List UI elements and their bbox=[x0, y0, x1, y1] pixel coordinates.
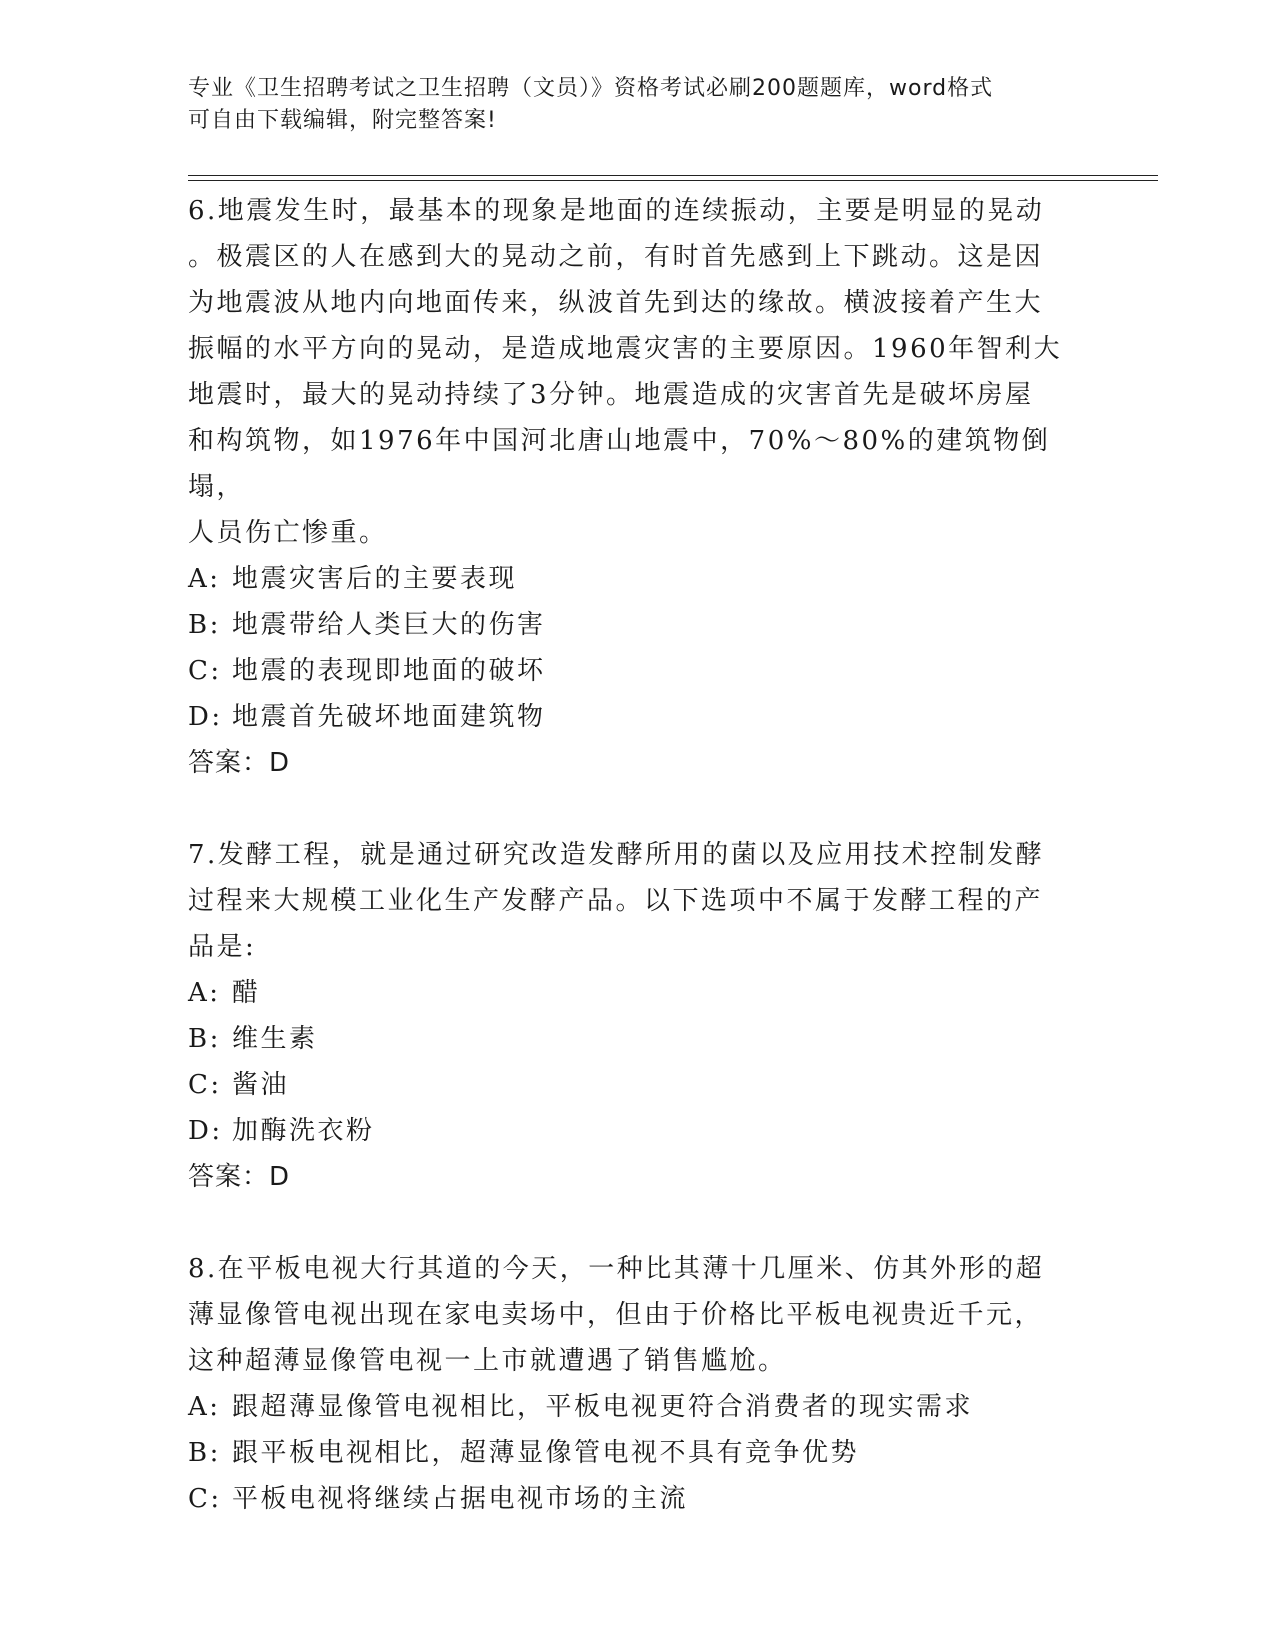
question-7 bbox=[188, 832, 1088, 1200]
option-letter: D: bbox=[188, 702, 223, 732]
question-stem-line: 品是: bbox=[188, 932, 257, 962]
option-text: 跟平板电视相比，超薄显像管电视不具有竞争优势 bbox=[232, 1438, 860, 1468]
option-letter: C: bbox=[188, 1484, 222, 1514]
question-stem-line: 地震时，最大的晃动持续了3分钟。地震造成的灾害首先是破坏房屋 bbox=[188, 380, 1034, 410]
option-c bbox=[188, 648, 1088, 694]
option-c bbox=[188, 1476, 1088, 1522]
question-stem-line: 和构筑物，如1976年中国河北唐山地震中，70%～80%的建筑物倒塌， bbox=[188, 426, 1051, 502]
option-text: 醋 bbox=[232, 978, 261, 1008]
option-text: 酱油 bbox=[232, 1070, 290, 1100]
question-list bbox=[188, 188, 1088, 1522]
option-text: 加酶洗衣粉 bbox=[232, 1116, 375, 1146]
question-stem-line: 人员伤亡惨重。 bbox=[188, 518, 388, 548]
option-b bbox=[188, 1016, 1088, 1062]
option-text: 平板电视将继续占据电视市场的主流 bbox=[232, 1484, 689, 1514]
option-text: 地震首先破坏地面建筑物 bbox=[232, 702, 546, 732]
question-stem-line: 薄显像管电视出现在家电卖场中，但由于价格比平板电视贵近千元， bbox=[188, 1300, 1044, 1330]
header-divider-bottom bbox=[188, 180, 1158, 181]
option-c bbox=[188, 1062, 1088, 1108]
option-letter: C: bbox=[188, 1070, 222, 1100]
question-8 bbox=[188, 1246, 1088, 1522]
option-a bbox=[188, 556, 1088, 602]
question-6 bbox=[188, 188, 1088, 786]
question-stem-line: 7.发酵工程，就是通过研究改造发酵所用的菌以及应用技术控制发酵 bbox=[188, 840, 1045, 870]
option-b bbox=[188, 602, 1088, 648]
question-stem-line: 过程来大规模工业化生产发酵产品。以下选项中不属于发酵工程的产 bbox=[188, 886, 1044, 916]
header-line-2: 可自由下载编辑，附完整答案! bbox=[188, 108, 497, 133]
option-letter: B: bbox=[188, 1438, 221, 1468]
question-spacer bbox=[188, 1200, 1088, 1246]
question-stem-line: 为地震波从地内向地面传来，纵波首先到达的缘故。横波接着产生大 bbox=[188, 288, 1044, 318]
option-text: 跟超薄显像管电视相比，平板电视更符合消费者的现实需求 bbox=[232, 1392, 974, 1422]
document-header bbox=[188, 73, 1068, 137]
option-letter: A: bbox=[188, 564, 221, 594]
option-letter: A: bbox=[188, 1392, 221, 1422]
option-letter: C: bbox=[188, 656, 222, 686]
option-b bbox=[188, 1430, 1088, 1476]
option-text: 地震的表现即地面的破坏 bbox=[232, 656, 546, 686]
answer-line: 答案：D bbox=[188, 748, 291, 778]
option-d bbox=[188, 694, 1088, 740]
option-text: 维生素 bbox=[232, 1024, 318, 1054]
question-stem-line: 这种超薄显像管电视一上市就遭遇了销售尴尬。 bbox=[188, 1346, 787, 1376]
option-letter: A: bbox=[188, 978, 221, 1008]
option-letter: B: bbox=[188, 610, 221, 640]
option-letter: D: bbox=[188, 1116, 223, 1146]
question-spacer bbox=[188, 786, 1088, 832]
question-stem-line: 。极震区的人在感到大的晃动之前，有时首先感到上下跳动。这是因 bbox=[188, 242, 1044, 272]
option-text: 地震带给人类巨大的伤害 bbox=[232, 610, 546, 640]
option-a bbox=[188, 970, 1088, 1016]
header-divider-top bbox=[188, 175, 1158, 176]
option-d bbox=[188, 1108, 1088, 1154]
question-stem-line: 6.地震发生时，最基本的现象是地面的连续振动，主要是明显的晃动 bbox=[188, 196, 1045, 226]
header-line-1: 专业《卫生招聘考试之卫生招聘（文员）》资格考试必刷200题题库，word格式 bbox=[188, 76, 994, 101]
option-text: 地震灾害后的主要表现 bbox=[232, 564, 518, 594]
answer-line: 答案：D bbox=[188, 1162, 291, 1192]
question-stem-line: 振幅的水平方向的晃动，是造成地震灾害的主要原因。1960年智利大 bbox=[188, 334, 1063, 364]
option-a bbox=[188, 1384, 1088, 1430]
option-letter: B: bbox=[188, 1024, 221, 1054]
question-stem-line: 8.在平板电视大行其道的今天，一种比其薄十几厘米、仿其外形的超 bbox=[188, 1254, 1045, 1284]
